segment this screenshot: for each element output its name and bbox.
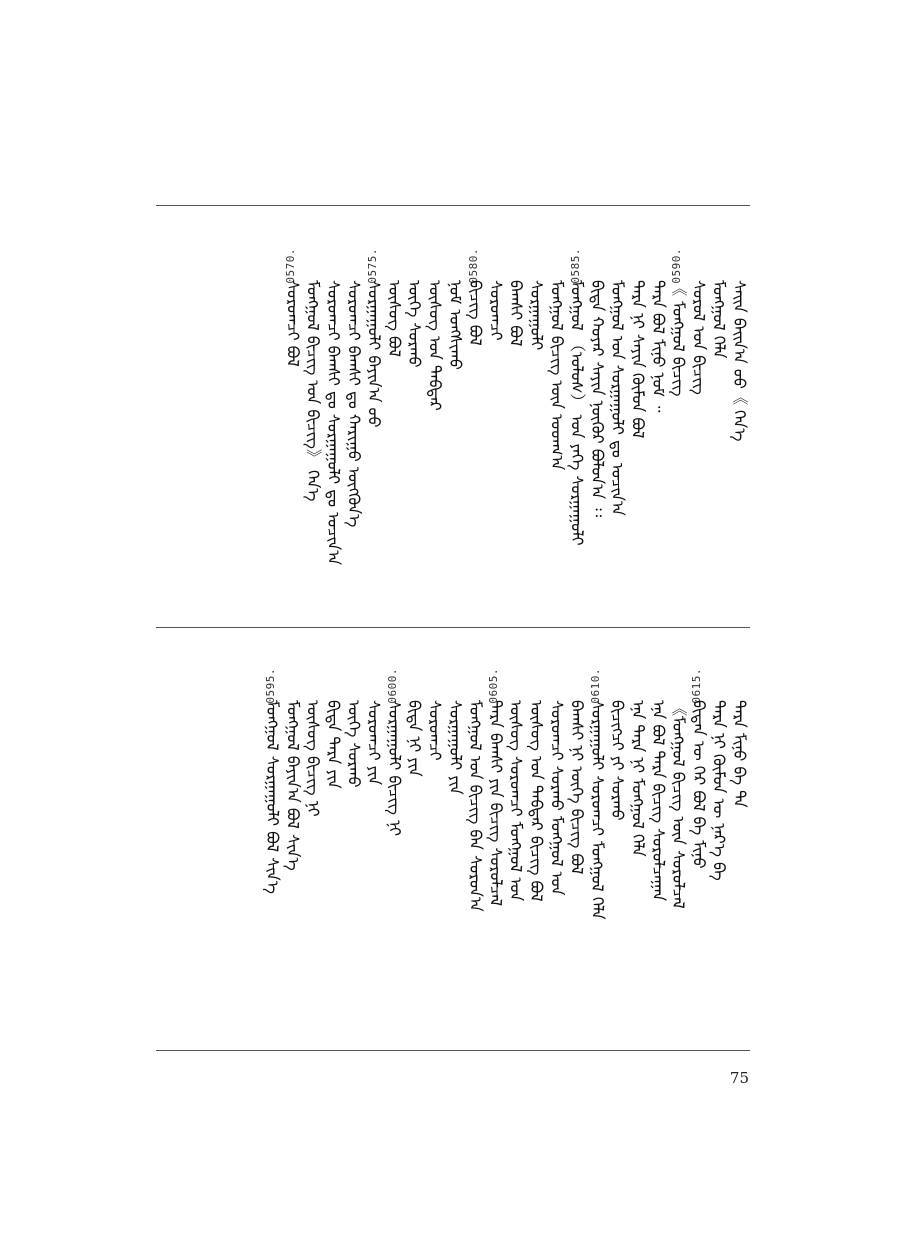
column-text: ᠰᠤᠷᠤᠭᠴᠢ ᠪᠣᠯ (283, 280, 303, 367)
column-text: ᠰᠤᠷᠭᠠᠭᠤᠯᠢ ᠰᠤᠷᠤᠭᠴᠢ ᠮᠣᠩᠭᠣᠯ ᠬᠡᠯᠡ (587, 700, 607, 920)
column-text: ᠡᠨᠡ ᠪᠣᠯ ᠲᠡᠷᠡ ᠪᠢᠴᠢᠭ ᠰᠤᠷᠤᠯᠴᠠᠭᠠᠨ (648, 700, 668, 902)
text-column (629, 668, 649, 1038)
column-text: ︽ ᠮᠣᠩᠭᠣᠯ ᠪᠢᠴᠢᠭ (669, 280, 689, 397)
text-column (365, 248, 385, 618)
column-text: ᠰᠤᠷᠤᠭᠴᠢ ᠪᠠᠭᠰᠢ ᠳᠤ ᠬᠠᠷᠢᠭᠤ ᠥᠭᠭᠦᠨ᠎ᠡ (344, 280, 364, 528)
column-text: ᠰᠤᠷᠤᠭᠴᠢ (425, 700, 445, 761)
text-column (547, 248, 567, 618)
line-number: 0570. (284, 248, 298, 284)
text-column (446, 668, 466, 1038)
column-text: ᠪᠢᠳᠡ ᠨᠢ ᠶᠢᠨ (405, 700, 425, 777)
text-column (588, 248, 608, 618)
text-column (608, 248, 628, 618)
column-text: ᠮᠣᠩᠭᠣᠯ ᠬᠡᠯᠡ (709, 280, 729, 359)
text-column (466, 668, 486, 1038)
text-column (710, 248, 730, 618)
text-column (405, 248, 425, 618)
column-text: ᠮᠣᠩᠭᠣᠯ ᠤᠨ ᠪᠢᠴᠢᠭ ᠪᠠᠨ ᠰᠤᠷᠤᠨ᠎ᠠ (466, 700, 486, 912)
text-column (283, 668, 303, 1038)
text-column (283, 248, 303, 618)
column-text: ᠪᠠᠭᠰᠢ ᠨᠢ ᠦᠭᠡ ᠪᠢᠴᠢᠭ ᠪᠣᠯ (567, 700, 587, 875)
column-text: ᠮᠣᠩᠭᠣᠯ ᠪᠠᠶᠢᠨ᠎ᠠ ᠪᠣᠯ ᠰᠢᠨ᠎ᠡ (283, 700, 303, 871)
text-column (588, 668, 608, 1038)
column-text: ᠰᠤᠷᠤᠯ ᠤᠨ ᠪᠢᠴᠢᠭ (689, 280, 709, 395)
line-number: 0575. (365, 248, 379, 284)
column-text: ᠪᠠᠭᠰᠢ ᠪᠣᠯ (506, 280, 526, 347)
line-number: 0580. (467, 248, 481, 284)
text-column (527, 248, 547, 618)
text-column (629, 248, 649, 618)
column-text: ᠰᠤᠷᠤᠭᠴᠢ ᠶᠢᠨ (364, 700, 384, 786)
bottom-block (158, 668, 750, 1038)
column-text: ᠰᠤᠷᠭᠠᠭᠤᠯᠢ (527, 280, 546, 351)
line-number: 0610. (588, 668, 602, 704)
column-text: ᠨᠣᠮ ᠤᠩᠰᠢᠬᠤ (445, 280, 465, 370)
text-column (710, 668, 730, 1038)
text-column (669, 668, 689, 1038)
text-column (405, 668, 425, 1038)
text-column (263, 668, 283, 1038)
column-text: ᠲᠡᠷᠡ ᠪᠣᠯ ᠮᠢᠨᠤ ᠨᠣᠮ ᠃ (648, 280, 668, 413)
top-rule (156, 205, 750, 206)
text-column (730, 248, 750, 618)
bottom-rule (156, 1050, 750, 1051)
text-column (649, 248, 669, 618)
column-text: ︽ᠮᠣᠩᠭᠣᠯ ᠪᠢᠴᠢᠭ ᠦᠨ ᠰᠤᠷᠤᠯᠴᠠᠯ (669, 700, 689, 909)
page-number: 75 (729, 1069, 749, 1087)
text-column (344, 248, 364, 618)
column-text: ᠮᠣᠩᠭᠣᠯ ᠤᠨ ᠰᠤᠷᠭᠠᠭᠤᠯᠢ ᠳᠤ ᠣᠴᠢᠨ᠎ᠠ (608, 280, 628, 516)
column-text: ᠮᠣᠩᠭᠣᠯ ︵ᠤᠯᠤᠰ︶ ᠤᠨ ᠶᠡᠬᠡ ᠰᠤᠷᠭᠠᠭᠤᠯᠢ (567, 280, 587, 546)
column-text: ᠮᠣᠩᠭᠣᠯ ᠰᠤᠷᠭᠠᠭᠤᠯᠢ ᠪᠣᠯ ᠰᠢᠨ᠎ᠡ (263, 700, 283, 894)
text-column (507, 248, 527, 618)
column-text: ᠦᠭᠡ ᠰᠤᠷᠬᠤ (344, 700, 364, 788)
column-text: ᠪᠢᠳᠡ ᠬᠣᠶᠠᠷ ᠰᠠᠶᠢᠨ ᠨᠥᠬᠥᠷ ᠪᠣᠯᠤᠨ᠎ᠠ ᠄᠄ (587, 280, 607, 518)
column-text: ᠪᠢᠴᠢᠭ ᠪᠣᠯ (466, 280, 486, 346)
column-text: ᠲᠡᠷᠡ ᠮᠢᠨᠤ ᠪᠠ ᠲᠠ (730, 700, 749, 808)
column-text: ᠲᠡᠷᠡ ᠪᠠᠭᠰᠢ ᠶᠢᠨ ᠪᠢᠴᠢᠭ ᠰᠤᠷᠤᠯᠴᠠᠯ (486, 700, 506, 907)
column-text: ᠰᠤᠷᠭᠠᠭᠤᠯᠢ ᠪᠠᠶᠢᠨ᠎ᠠ ᠤᠤ (364, 280, 384, 428)
column-text: ᠦᠭᠡ ᠰᠤᠷᠬᠤ (405, 280, 425, 368)
text-column (689, 668, 709, 1038)
text-column (304, 668, 324, 1038)
text-column (608, 668, 628, 1038)
column-text: ᠰᠤᠷᠭᠠᠭᠤᠯᠢ ᠶᠢᠨ (445, 700, 465, 795)
text-column (385, 668, 405, 1038)
line-number: 0605. (487, 668, 501, 704)
text-column (568, 248, 588, 618)
text-column (344, 668, 364, 1038)
column-text: ᠪᠢᠴᠢᠭᠴᠢ ᠶᠢ ᠰᠤᠷᠬᠤ (608, 700, 628, 821)
column-text: ᠦᠰᠦᠭ ᠪᠢᠴᠢᠭ ᠨᠢ (303, 700, 323, 817)
text-column (365, 668, 385, 1038)
column-text: ᠰᠠᠢᠨ ᠪᠠᠢᠨ᠎ᠠ ᠤᠤ︽ ᠭᠡᠨ᠎ᠡ (730, 280, 749, 442)
text-column (730, 668, 750, 1038)
text-column (385, 248, 405, 618)
column-text: ᠰᠤᠷᠤᠭᠴᠢ ᠪᠠᠭᠰᠢ ᠳᠤ ᠰᠤᠷᠭᠠᠭᠤᠯᠢ ᠳᠤ ᠣᠴᠢᠨ᠎ᠠ (324, 280, 343, 566)
column-text: ᠦᠰᠦᠭ ᠤᠨ ᠳᠡᠪᠲᠡᠷ (425, 280, 445, 411)
line-number: 0585. (568, 248, 582, 284)
column-text: ᠮᠣᠩᠭᠣᠯ ᠪᠢᠴᠢᠭ ᠦᠨ ᠤᠳᠬ᠎ᠠ (547, 280, 567, 471)
text-column (466, 248, 486, 618)
line-number: 0600. (385, 668, 399, 704)
column-text: ᠰᠤᠷᠤᠭᠴᠢ (486, 280, 506, 341)
column-text: ᠡᠨᠡ ᠲᠡᠷᠡ ᠨᠢ ᠮᠣᠩᠭᠣᠯ ᠬᠡᠯᠡ (628, 700, 648, 857)
column-text: ᠰᠤᠷᠭᠠᠭᠤᠯᠢ ᠪᠢᠴᠢᠭ ᠨᠢ (384, 700, 404, 836)
column-text: ᠲᠡᠷᠡ ᠨᠢ ᠬᠦᠮᠦᠨ ᠦ ᠨᠡᠷ᠎ᠡ ᠪᠠ (709, 700, 729, 881)
line-number: 0595. (264, 668, 278, 704)
middle-rule (156, 627, 750, 628)
text-column (304, 248, 324, 618)
text-column (507, 668, 527, 1038)
text-column (669, 248, 689, 618)
column-text: ᠦᠰᠦᠭ ᠰᠤᠷᠤᠭᠴᠢ ᠮᠣᠩᠭᠣᠯ ᠤᠨ (506, 700, 526, 902)
text-column (324, 248, 344, 618)
text-column (486, 248, 506, 618)
text-column (426, 248, 446, 618)
line-number: 0615. (690, 668, 704, 704)
text-column (547, 668, 567, 1038)
column-text: ᠲᠡᠷᠡ ᠨᠢ ᠰᠠᠶᠢᠨ ᠬᠦᠮᠦᠨ ᠪᠣᠯ (628, 280, 648, 439)
text-column (527, 668, 547, 1038)
text-column (568, 668, 588, 1038)
text-column (446, 248, 466, 618)
text-column (689, 248, 709, 618)
top-block (158, 248, 750, 618)
column-text: ᠰᠤᠷᠤᠭᠴᠢ ᠰᠤᠷᠬᠤ ᠮᠣᠩᠭᠣᠯ ᠤᠨ (547, 700, 567, 896)
column-text: ᠪᠢᠳᠡᠨ ᠦ ᠭᠡᠷ ᠪᠣᠯ ᠪᠠ ᠮᠢᠨᠤ (689, 700, 709, 869)
line-number: 0590. (670, 248, 684, 284)
text-column (486, 668, 506, 1038)
text-column (426, 668, 446, 1038)
column-text: ᠪᠢᠳᠡ ᠲᠡᠷᠡ ᠶᠢᠨ (324, 700, 343, 789)
text-column (649, 668, 669, 1038)
text-column (324, 668, 344, 1038)
column-text: ᠮᠣᠩᠭᠣᠯ ᠪᠢᠴᠢᠭ ᠤᠨ ᠪᠢᠴᠢᠭ︾ ᠭᠡᠨ᠎ᠡ (303, 280, 323, 502)
column-text: ᠦᠰᠦᠭ ᠪᠣᠯ (384, 280, 404, 358)
column-text: ᠦᠰᠦᠭ ᠤᠨ ᠳᠡᠪᠲᠡᠷ ᠪᠢᠴᠢᠭ ᠪᠣᠯ (527, 700, 546, 902)
